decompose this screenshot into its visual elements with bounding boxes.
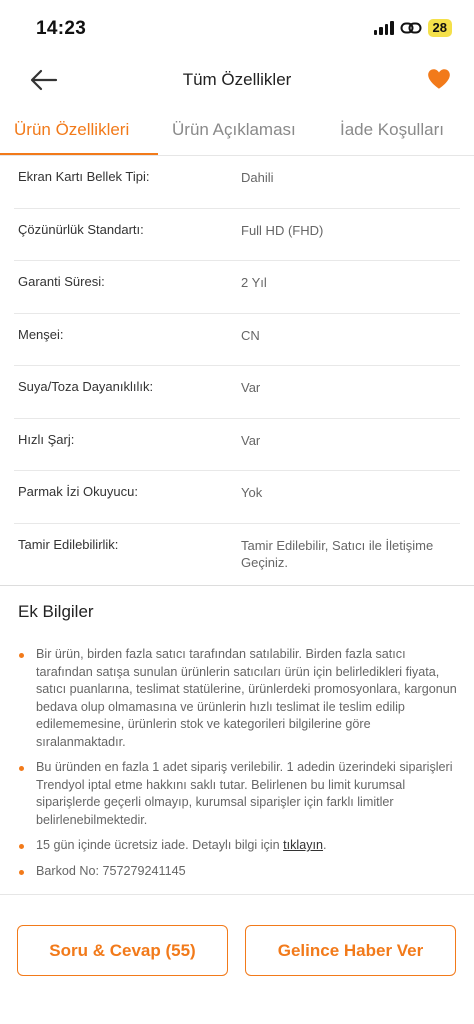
battery-indicator: 28	[428, 19, 452, 37]
spec-row	[14, 419, 460, 472]
heart-icon	[426, 66, 452, 92]
spec-row	[14, 156, 460, 209]
status-indicators	[374, 19, 452, 37]
tab-product-features[interactable]: Ürün Özellikleri	[14, 120, 130, 139]
spec-row	[14, 209, 460, 262]
tab-bar	[0, 108, 474, 156]
spec-value: 2 Yıl	[241, 275, 267, 290]
return-text: 15 gün içinde ücretsiz iade. Detaylı bilgi için	[36, 838, 284, 852]
spec-name: Menşei:	[18, 326, 64, 342]
page-title: Tüm Özellikler	[182, 70, 292, 89]
spec-value: Tamir Edilebilir, Satıcı ile İletişime Geçiniz.	[241, 537, 434, 570]
spec-row	[14, 366, 460, 419]
list-item-return	[0, 837, 474, 855]
tab-return-conditions[interactable]: İade Koşulları	[340, 120, 444, 139]
spec-row	[14, 524, 460, 594]
spec-value: Dahili	[241, 170, 274, 185]
spec-value: Full HD (FHD)	[241, 222, 324, 238]
spec-row	[14, 261, 460, 314]
spec-name: Suya/Toza Dayanıklılık:	[18, 379, 154, 394]
extra-info-list	[0, 646, 474, 888]
bottom-action-bar	[0, 894, 474, 1024]
spec-name: Hızlı Şarj:	[18, 431, 75, 447]
spec-value: Yok	[241, 485, 263, 500]
spec-name: Garanti Süresi:	[18, 274, 105, 289]
header	[0, 52, 474, 108]
section-title: Ek Bilgiler	[18, 602, 94, 621]
spec-name: Çözünürlük Standartı:	[18, 221, 144, 237]
favorite-button[interactable]	[426, 66, 452, 92]
notify-button[interactable]: Gelince Haber Ver	[245, 925, 456, 976]
link-icon	[400, 21, 422, 35]
list-item: Bir ürün, birden fazla satıcı tarafından satılabilir. Birden fazla satıcı tarafından satışa sunulan ürünlerin satıcıları ürün için belirledikleri fiyata, satıcı puanlarına, teslimat statülerine, ürünlerdeki promosyonlara, kargonun bedava olup olmamasına ve ürünlerin hızlı teslimat ile teslim edilip edilememesine, ürünlerin stok ve kategorileri bilgilerine göre sıralanmaktadır.	[0, 646, 474, 751]
status-bar	[0, 0, 474, 52]
return-suffix: .	[323, 838, 327, 852]
status-time: 14:23	[36, 18, 87, 39]
spec-value: CN	[241, 327, 260, 343]
spec-row	[14, 471, 460, 524]
qa-button[interactable]: Soru & Cevap (55)	[17, 925, 228, 976]
barcode-item: Barkod No: 757279241145	[0, 863, 474, 881]
spec-name: Tamir Edilebilirlik:	[18, 536, 119, 552]
return-details-link[interactable]: tıklayın	[283, 838, 324, 852]
spec-name: Ekran Kartı Bellek Tipi:	[18, 169, 150, 184]
spec-value: Var	[241, 380, 261, 395]
signal-icon	[374, 21, 394, 35]
spec-name: Parmak İzi Okuyucu:	[18, 484, 138, 499]
spec-row	[14, 314, 460, 367]
spec-value: Var	[241, 432, 261, 448]
list-item: Bu üründen en fazla 1 adet sipariş verilebilir. 1 adedin üzerindeki siparişleri Trendyol iptal etme hakkını saklı tutar. Belirlenen bu limit kurumsal siparişlerde geçerli olmayıp, kurumsal siparişler için farklı limitler belirlenebilmektedir.	[0, 759, 474, 829]
spec-list	[0, 156, 474, 594]
tab-product-description[interactable]: Ürün Açıklaması	[172, 120, 296, 139]
section-divider	[0, 585, 474, 586]
